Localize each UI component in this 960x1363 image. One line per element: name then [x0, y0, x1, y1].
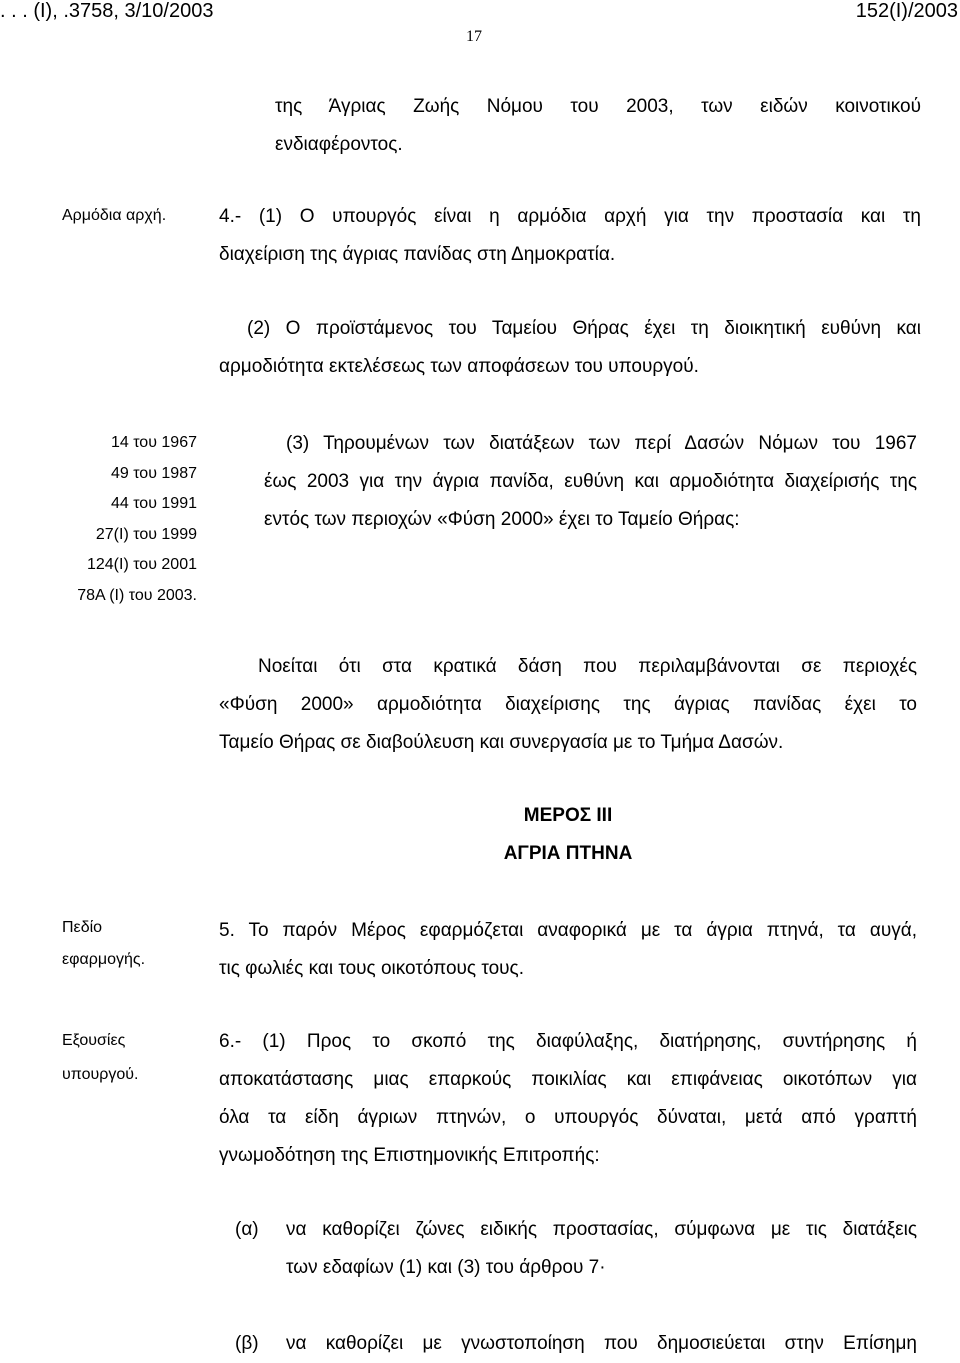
legal-ref: 44 του 1991 — [110, 495, 197, 512]
text-line: (2) Ο προϊστάμενος του Ταμείου Θήρας έχει τη διοικητική ευθύνη και — [247, 318, 921, 339]
section5-text — [219, 912, 917, 988]
part-subheading: ΑΓΡΙΑ ΠΤΗΝΑ — [503, 843, 633, 864]
legal-ref: 124(Ι) του 2001 — [86, 556, 197, 573]
margin-note-line: Εξουσίες — [62, 1032, 126, 1049]
header-left: . . . (Ι), .3758, 3/10/2003 — [0, 0, 214, 22]
margin-note-section5 — [62, 912, 145, 976]
text-line: Νοείται ότι στα κρατικά δάση που περιλαμβάνονται σε περιοχές — [258, 656, 917, 677]
margin-note-line: υπουργού. — [62, 1066, 139, 1083]
text-line: 4.- (1) Ο υπουργός είναι η αρμόδια αρχή για την προστασία και τη — [219, 206, 921, 227]
text-line: διαχείριση της άγριας πανίδας στη Δημοκρατία. — [219, 244, 616, 265]
intro-paragraph — [275, 88, 921, 164]
item-b-label: (β) — [235, 1333, 259, 1354]
item-a-text — [286, 1211, 917, 1287]
item-a-label: (α) — [235, 1219, 259, 1240]
text-line: αρμοδιότητα εκτελέσεως των αποφάσεων του υπουργού. — [219, 356, 699, 377]
section6-text — [219, 1023, 917, 1175]
text-line: αποκατάστασης μιας επαρκούς ποικιλίας και επιφάνειας οικοτόπων για — [219, 1069, 917, 1090]
text-line: ενδιαφέροντος. — [275, 134, 403, 155]
margin-note-section4: Αρμόδια αρχή. — [62, 207, 167, 224]
margin-note-section6 — [62, 1024, 138, 1092]
margin-legal-refs — [40, 428, 197, 611]
text-line: να καθορίζει με γνωστοποίηση που δημοσιεύεται στην Επίσημη — [286, 1333, 917, 1354]
text-line: έως 2003 για την άγρια πανίδα, ευθύνη και αρμοδιότητα διαχείρισής της — [264, 471, 917, 492]
item-b-text — [286, 1325, 917, 1363]
section4-sub3 — [264, 425, 917, 539]
margin-note-line: Πεδίο — [62, 919, 103, 936]
text-line: «Φύση 2000» αρμοδιότητα διαχείρισης της άγριας πανίδας έχει το — [219, 694, 917, 715]
text-line: να καθορίζει ζώνες ειδικής προστασίας, σύμφωνα με τις διατάξεις — [286, 1219, 917, 1240]
text-line: των εδαφίων (1) και (3) του άρθρου 7· — [286, 1257, 606, 1278]
section4-proviso — [219, 648, 917, 762]
legal-ref: 78Α (Ι) του 2003. — [77, 586, 197, 604]
text-line: γνωμοδότηση της Επιστημονικής Επιτροπής: — [219, 1145, 600, 1166]
legal-ref: 27(Ι) του 1999 — [95, 525, 197, 543]
text-line: Ταμείο Θήρας σε διαβούλευση και συνεργασία με το Τμήμα Δασών. — [219, 732, 784, 753]
section4-sub1 — [219, 198, 921, 274]
legal-ref: 49 του 1987 — [110, 464, 197, 482]
text-line: όλα τα είδη άγριων πτηνών, ο υπουργός δύναται, μετά από γραπτή — [219, 1107, 917, 1128]
text-line: της Άγριας Ζωής Νόμου του 2003, των ειδών κοινοτικού — [275, 96, 921, 117]
margin-note-line: εφαρμογής. — [62, 951, 146, 968]
text-line: 5. Το παρόν Μέρος εφαρμόζεται αναφορικά με τα άγρια πτηνά, τα αυγά, — [219, 920, 917, 941]
text-line: εντός των περιοχών «Φύση 2000» έχει το Ταμείο Θήρας: — [264, 509, 740, 530]
page-number: 17 — [466, 28, 482, 45]
text-line: 6.- (1) Προς το σκοπό της διαφύλαξης, διατήρησης, συντήρησης ή — [219, 1031, 917, 1052]
section4-sub2 — [219, 310, 921, 386]
text-line: τις φωλιές και τους οικοτόπους τους. — [219, 958, 524, 979]
header-right: 152(Ι)/2003 — [855, 0, 958, 22]
text-line: (3) Τηρουμένων των διατάξεων των περί Δασών Νόμων του 1967 — [286, 433, 917, 454]
part-heading: ΜΕΡΟΣ ΙΙΙ — [523, 805, 613, 826]
legal-ref: 14 του 1967 — [110, 434, 197, 451]
